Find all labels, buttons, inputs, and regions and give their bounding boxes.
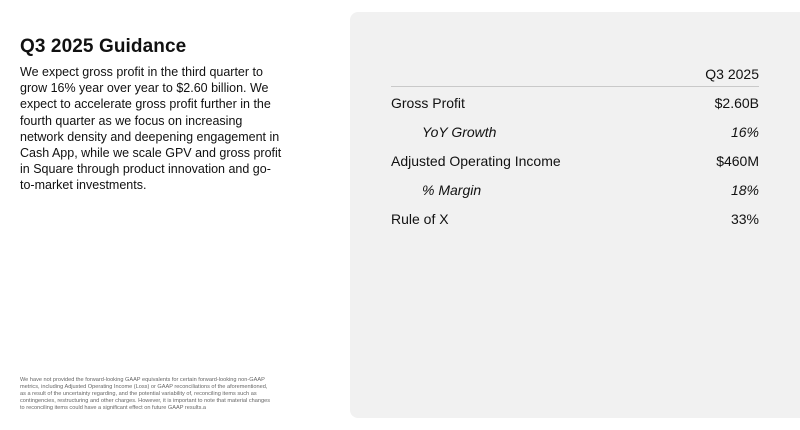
table-row-gross-profit: [391, 88, 759, 117]
column-header-q3-2025: Q3 2025: [705, 66, 759, 82]
row-value: 33%: [730, 210, 759, 227]
disclaimer-footnote: We have not provided the forward-looking GAAP equivalents for certain forward-looking non-GAAP metrics, including Adjusted Operating Income (Loss) or GAAP reconciliations of the aforementioned, as a result of the uncertainty regarding, and the potential variability of, reconciling items such as contingencies, restructuring and other charges. However, it is important to note that material changes to reconciling items could have a significant effect on future GAAP results.a: [20, 377, 270, 411]
row-value: 16%: [730, 123, 759, 140]
table-row-adjusted-operating-income: [391, 146, 759, 175]
row-label: Rule of X: [391, 210, 449, 227]
row-value: $460M: [716, 152, 759, 169]
table-row-yoy-growth: [391, 117, 759, 146]
row-value: 18%: [730, 181, 759, 198]
row-label: Gross Profit: [391, 94, 465, 111]
row-label: Adjusted Operating Income: [391, 152, 561, 169]
table-row-margin: [391, 175, 759, 204]
guidance-table: [391, 66, 759, 233]
row-label: % Margin: [422, 181, 482, 198]
row-value: $2.60B: [714, 94, 759, 111]
page-title: Q3 2025 Guidance: [20, 36, 187, 57]
table-row-rule-of-x: [391, 204, 759, 233]
table-header: [391, 66, 759, 87]
row-label: YoY Growth: [422, 123, 497, 140]
guidance-panel: [350, 12, 800, 418]
guidance-paragraph: We expect gross profit in the third quarter to grow 16% year over year to $2.60 billion. We expect to accelerate gross profit further in the fourth quarter as we focus on increasing network density and deepening engagement in Cash App, while we scale GPV and gross profit in Square through product innovation and go-to-market investments.: [20, 65, 282, 193]
